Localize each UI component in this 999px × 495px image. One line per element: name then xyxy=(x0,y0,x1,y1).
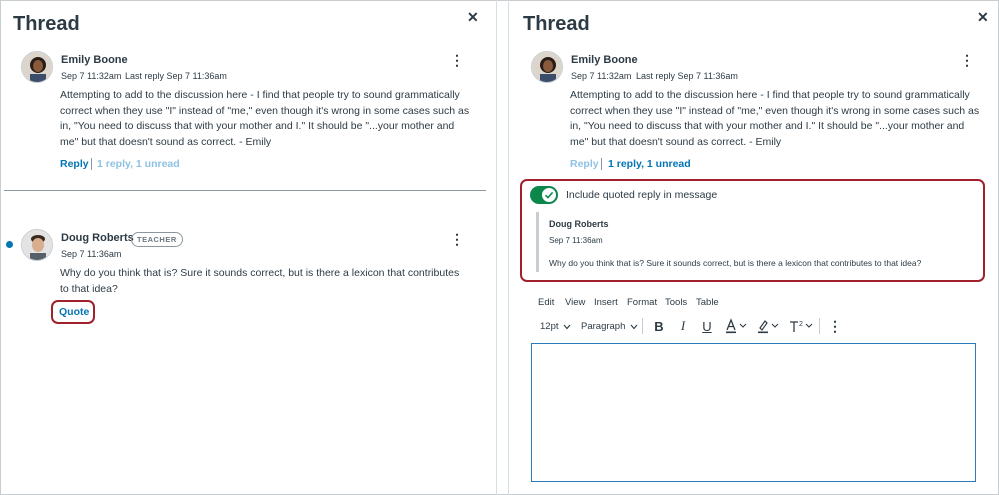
thread-panel-left xyxy=(0,0,497,495)
divider xyxy=(4,190,486,191)
menu-format[interactable]: Format xyxy=(627,297,658,308)
quoted-author: Doug Roberts xyxy=(549,219,609,229)
unread-indicator xyxy=(6,241,13,248)
post-last-reply: Last reply Sep 7 11:36am xyxy=(636,71,738,81)
font-size-value: 12pt xyxy=(540,321,559,332)
post-body: Attempting to add to the discussion here - I find that people try to sound grammatically correct when they use "I" instead of "me," even though it's wrong in some cases such as in, "You need to discuss that with your mother and I." It should be "...your mother and me" but that doesn't sound as correct. - Emily xyxy=(570,89,980,148)
quote-bar xyxy=(536,212,539,272)
replies-count-link[interactable]: 1 reply, 1 unread xyxy=(608,158,691,170)
toolbar-separator xyxy=(642,318,643,334)
replies-count-link[interactable]: 1 reply, 1 unread xyxy=(97,158,180,170)
post-last-reply: Last reply Sep 7 11:36am xyxy=(125,71,227,81)
message-editor[interactable] xyxy=(531,343,976,482)
more-options-icon[interactable]: ⋮ xyxy=(960,52,974,68)
svg-text:2: 2 xyxy=(799,321,803,328)
reply-date: Sep 7 11:36am xyxy=(61,249,122,259)
italic-icon[interactable]: I xyxy=(680,318,686,333)
quoted-date: Sep 7 11:36am xyxy=(549,236,603,245)
font-size-select[interactable] xyxy=(540,321,571,332)
superscript-icon[interactable] xyxy=(788,318,814,334)
post-body: Attempting to add to the discussion here - I find that people try to sound grammatically correct when they use "I" instead of "me," even though it's wrong in some cases such as in, "You need to discuss that with your mother and I." It should be "...your mother and me" but that doesn't sound as correct. - Emily xyxy=(60,89,470,148)
menu-table[interactable]: Table xyxy=(696,297,719,308)
panel-title: Thread xyxy=(523,13,590,35)
post-author[interactable]: Emily Boone xyxy=(571,54,638,66)
more-icon[interactable]: ⋮ xyxy=(828,317,842,334)
reply-author[interactable]: Doug Roberts xyxy=(61,232,134,244)
more-options-icon[interactable]: ⋮ xyxy=(450,231,464,247)
more-options-icon[interactable]: ⋮ xyxy=(450,52,464,68)
reply-button[interactable]: Reply xyxy=(570,158,599,170)
chevron-down-icon xyxy=(563,324,571,330)
highlight-icon[interactable] xyxy=(756,318,780,334)
quote-toggle-label: Include quoted reply in message xyxy=(566,189,718,201)
avatar xyxy=(21,229,53,261)
thread-panel-right xyxy=(508,0,999,495)
menu-edit[interactable]: Edit xyxy=(538,297,555,308)
close-icon[interactable]: ✕ xyxy=(977,9,989,25)
underline-icon[interactable]: U xyxy=(702,318,712,334)
role-badge: TEACHER xyxy=(131,232,183,247)
avatar xyxy=(21,51,53,83)
post-author[interactable]: Emily Boone xyxy=(61,54,128,66)
close-icon[interactable]: ✕ xyxy=(467,9,479,25)
bold-icon[interactable]: B xyxy=(654,318,664,334)
text-color-icon[interactable] xyxy=(724,318,748,334)
link-separator xyxy=(601,158,602,170)
block-format-select[interactable] xyxy=(581,321,638,332)
chevron-down-icon xyxy=(630,324,638,330)
toolbar-separator xyxy=(819,318,820,334)
block-format-value: Paragraph xyxy=(581,321,626,332)
quote-toggle[interactable] xyxy=(530,186,558,204)
reply-button[interactable]: Reply xyxy=(60,158,89,170)
post-date: Sep 7 11:32am xyxy=(571,71,632,81)
post-date: Sep 7 11:32am xyxy=(61,71,122,81)
menu-insert[interactable]: Insert xyxy=(594,297,618,308)
quote-button[interactable]: Quote xyxy=(59,306,90,318)
menu-tools[interactable]: Tools xyxy=(665,297,688,308)
reply-body: Why do you think that is? Sure it sounds correct, but is there a lexicon that contributes to that idea? xyxy=(60,267,460,295)
checkmark-icon xyxy=(541,187,557,203)
panel-title: Thread xyxy=(13,13,80,35)
link-separator xyxy=(91,158,92,170)
menu-view[interactable]: View xyxy=(565,297,586,308)
quoted-body: Why do you think that is? Sure it sounds correct, but is there a lexicon that contributes to that idea? xyxy=(549,258,922,268)
avatar xyxy=(531,51,563,83)
